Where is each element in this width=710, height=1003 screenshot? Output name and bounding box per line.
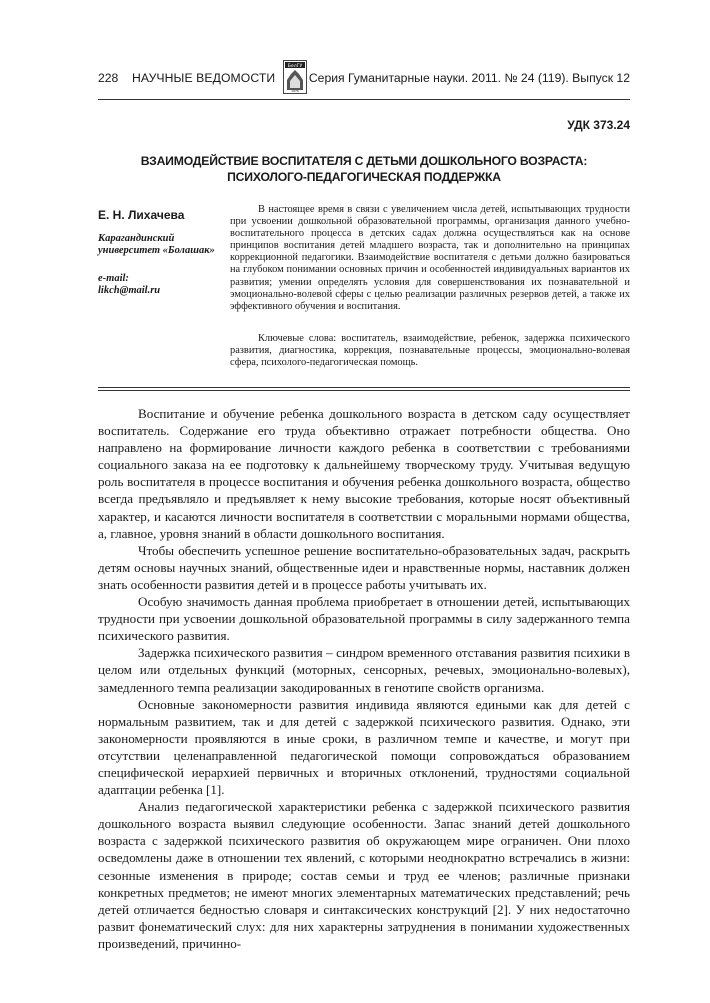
author-email-block bbox=[98, 273, 218, 297]
udk-code: УДК 373.24 bbox=[567, 118, 630, 132]
body-paragraph: Воспитание и обучение ребенка дошкольного возраста в детском саду осуществляет воспитатель. Содержание его труда объективно отражает потребности общества. Оно направлено на формирование личности каждого ребенка в соответствии с требованиями социального заказа на ее подготовку к дальнейшему творческому труду. Учитывая ведущую роль воспитателя в процессе воспитания и обучения ребенка дошкольного возраста, общество всегда предъявляло и предъявляет к нему высокие требования, которые носят объективный характер, и касаются личности воспитателя в соответствии с моральными нормами общества, а, главное, уровня знаний в области дошкольного воспитания. bbox=[98, 406, 630, 541]
series-info: Серия Гуманитарные науки. 2011. № 24 (119). Выпуск 12 bbox=[308, 71, 630, 85]
journal-name: НАУЧНЫЕ ВЕДОМОСТИ bbox=[132, 71, 276, 85]
svg-text:БелГУ: БелГУ bbox=[287, 63, 303, 69]
abstract-divider bbox=[98, 387, 630, 391]
article-body bbox=[98, 405, 630, 952]
page-number: 228 bbox=[98, 71, 119, 85]
keywords-text: Ключевые слова: воспитатель, взаимодействие, ребенок, задержка психического развития, диагностика, коррекция, познавательные процессы, эмоционально-волевая сфера, психолого-педагогическая помощь. bbox=[230, 333, 630, 369]
email-address[interactable]: likch@mail.ru bbox=[98, 285, 161, 296]
svg-text:1876: 1876 bbox=[291, 89, 299, 94]
body-paragraph: Основные закономерности развития индивида являются едиными как для детей с нормальным развитием, так и для детей с задержкой психического развития. Однако, эти закономерности проявляются в иные сроки, в различном темпе и качестве, и могут при отсутствии целенаправленной педагогической помощи сопровождаться образованием специфической иерархией первичных и вторичных отклонений, трудностями социальной адаптации ребенка [1]. bbox=[98, 696, 630, 798]
running-header bbox=[98, 60, 630, 96]
title-line-2: ПСИХОЛОГО-ПЕДАГОГИЧЕСКАЯ ПОДДЕРЖКА bbox=[227, 170, 501, 184]
header-divider bbox=[98, 99, 630, 100]
author-name: Е. Н. Лихачева bbox=[98, 208, 185, 222]
email-label: e-mail: bbox=[98, 273, 129, 284]
author-affiliation: Карагандинский университет «Болашак» bbox=[98, 233, 215, 256]
abstract-text: В настоящее время в связи с увеличением числа детей, испытывающих трудности при усвоении дошкольной образовательной программы, организация данного учебно-воспитательного процесса в детских садах должна осуществляться как на основе принципов воспитания детей младшего возраста, так и дополнительно на принципах коррекционной педагогики. Взаимодействие воспитателя с детьми должно базироваться на глубоком понимании основных причин и особенностей индивидуальных вариантов их развития; умении определять условия для совершенствования их познавательной и эмоционально-волевой сферы с целью реализации различных резервов детей, а также их эффективного обучения и воспитания. bbox=[230, 204, 630, 312]
body-paragraph: Задержка психического развития – синдром временного отставания развития психики в целом или отдельных функций (моторных, сенсорных, речевых, эмоционально-волевых), замедленного темпа реализации закодированных в генотипе свойств организма. bbox=[98, 645, 630, 695]
title-line-1: ВЗАИМОДЕЙСТВИЕ ВОСПИТАТЕЛЯ С ДЕТЬМИ ДОШКОЛЬНОГО ВОЗРАСТА: bbox=[140, 154, 588, 168]
body-paragraph: Особую значимость данная проблема приобретает в отношении детей, испытывающих трудности при усвоении дошкольной образовательной программы в силу задержанного темпа психического развития. bbox=[98, 594, 630, 644]
abstract bbox=[230, 204, 630, 313]
article-title bbox=[98, 153, 630, 185]
university-logo-icon bbox=[283, 60, 307, 94]
body-paragraph: Анализ педагогической характеристики ребенка с задержкой психического развития дошкольного возраста выявил следующие особенности. Запас знаний детей дошкольного возраста с задержкой психического развития об окружающем мире ограничен. Они плохо осведомлены даже в отношении тех явлений, с которыми неоднократно встречались в жизни: сезонные изменения в природе; состав семьи и труд ее членов; различные признаки конкретных предметов; не имеют многих элементарных математических представлений; речь детей отличается бедностью словаря и синтаксических конструкций [2]. У них недостаточно развит фонематический слух: для них характерны затруднения в понимании художественных произведений, причинно- bbox=[98, 799, 630, 951]
body-paragraph: Чтобы обеспечить успешное решение воспитательно-образовательных задач, раскрыть детям основы научных знаний, общественные идеи и нравственные нормы, наставник должен знать особенности развития детей и в процессе работы учитывать их. bbox=[98, 542, 630, 592]
keywords bbox=[230, 333, 630, 369]
